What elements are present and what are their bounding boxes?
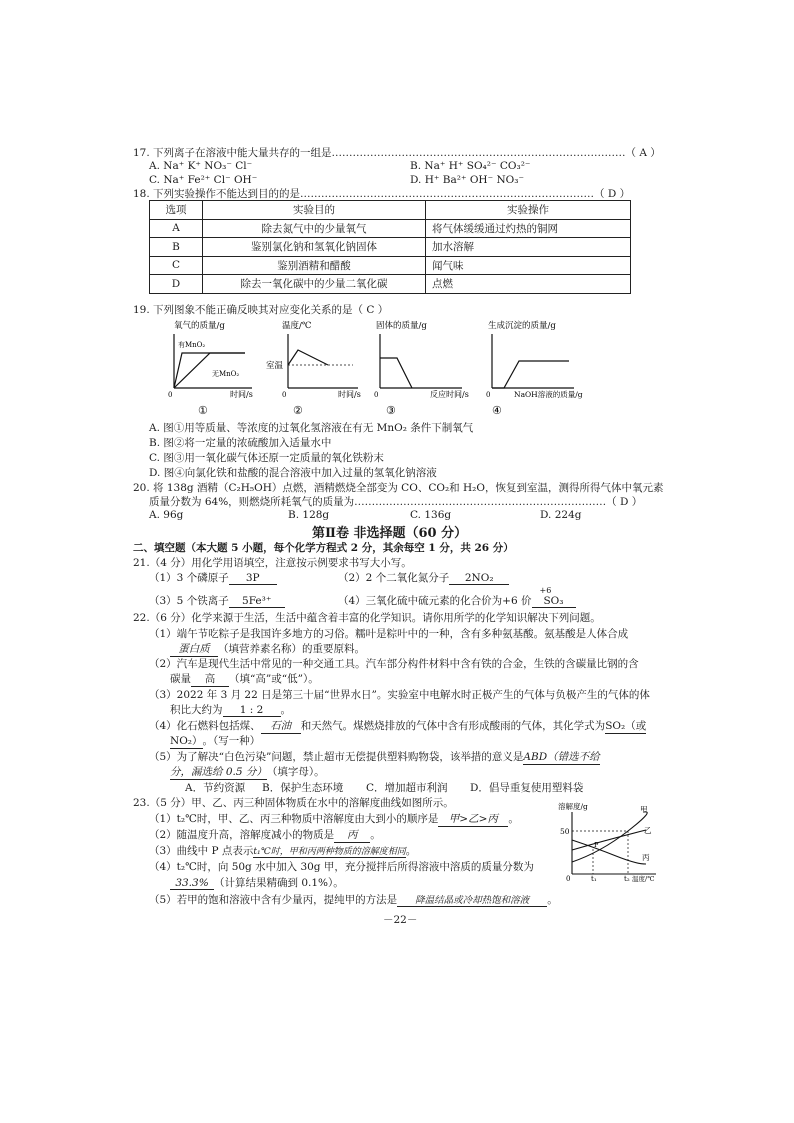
graph-ylabel: 温度/℃ [282,321,312,331]
q17-option-d: D. H⁺ Ba²⁺ OH⁻ NO₃⁻ [410,174,525,186]
q20-option-c: C. 136g [410,509,452,521]
page-number: －22－ [383,914,418,926]
graph-label: 室温 [266,361,284,371]
table-cell: 点燃 [426,275,631,294]
graph-xlabel: NaOH溶液的质量/g [514,390,583,399]
table-row [150,238,631,257]
graph-curve [380,358,412,388]
graph-number: ② [293,404,303,417]
q17-stem: 17. 下列离子在溶液中能大量共存的一组是…………………………………………………………………………（ A ） [133,147,661,159]
table-cell: 加水溶解 [426,238,631,257]
table-header: 实验操作 [426,201,631,220]
answer: 5Fe³⁺ [229,595,285,608]
q22-item-1-line-1: （1）端午节吃粽子是我国许多地方的习俗。糯叶是粽叶中的一种，含有多种氨基酸。氨基酸是人体合成 [149,628,629,640]
q23-item-4-line-1: （4）t₂℃时，向 50g 水中加入 30g 甲，充分搅拌后所得溶液中溶质的质量分数为 [149,861,534,873]
table-row [150,219,631,238]
graph-curve [288,350,328,365]
graph-xlabel: 时间/s [338,390,361,399]
q19-option-b: B. 图②将一定量的浓硫酸加入适量水中 [149,437,332,449]
table-cell: 除去一氧化碳中的少量二氧化碳 [203,275,426,294]
q19-stem: 19. 下列图象不能正确反映其对应变化关系的是（ C ） [133,304,389,316]
graph-series-label: 甲 [640,805,648,814]
q20-option-b: B. 128g [288,509,330,521]
answer: 高 [191,671,229,687]
graph-ylabel: 氧气的质量/g [174,321,225,331]
q18-stem: 18. 下列实验操作不能达到目的的是…………………………………………………………………………（ D ） [133,188,631,200]
q22-item-4-line-2: NO₂）。（写一种） [170,735,261,747]
q20-line-1: 20. 将 138g 酒精（C₂H₅OH）点燃，酒精燃烧全部变为 CO、CO₂和 H₂O，恢复到室温，测得所得气体中氧元素 [133,482,664,494]
graph-curve-yi [572,830,646,850]
table-cell: 将气体缓缓通过灼热的铜网 [426,219,631,238]
graph-curve-bing [572,840,646,864]
answer: 降温结晶或冷却热饱和溶液 [397,892,547,907]
graph-label: 有MnO₂ [178,341,206,349]
answer: ABD（错选不给 [523,751,600,763]
graph-point-label: P [594,841,599,849]
q17-option-c: C. Na⁺ Fe²⁺ Cl⁻ OH⁻ [149,174,258,186]
q22-item-2-line-1: （2）汽车是现代生活中常见的一种交通工具。汽车部分构件材料中含有铁的合金，生铁的含碳量比钢的含 [149,658,639,670]
q22-item-3-line-2: 积比大约为 1 : 2 。 [170,704,291,716]
answer: 1 : 2 [223,704,281,717]
graph-ylabel: 固体的质量/g [376,321,427,331]
graph-number: ① [198,404,208,417]
q19-option-d: D. 图④向氯化铁和盐酸的混合溶液中加入过量的氢氧化钠溶液 [149,467,437,479]
q23-item-1: （1）t₂℃时，甲、乙、丙三种物质中溶解度由大到小的顺序是 甲>乙>丙 。 [149,813,519,825]
q23-item-3: （3）曲线中 P 点表示t₁℃时，甲和丙两种物质的溶解度相同。 [149,845,417,857]
table-row [150,256,631,275]
q22-stem: 22.（6 分）化学来源于生活，生活中蕴含着丰富的化学知识。请你用所学的化学知识解决下列问题。 [133,612,601,624]
answer: 丙 [334,827,370,843]
q18-table [149,200,631,294]
q22-item-2-line-2: 碳量 高 （填“高”或“低”）。 [170,673,319,685]
table-cell: 鉴别氯化钠和氢氧化钠固体 [203,238,426,257]
svg-text:0: 0 [486,391,491,399]
q19-graph-1 [160,318,270,418]
q19-option-c: C. 图③用一氧化碳气体还原一定质量的氧化铁粉末 [149,452,384,464]
q22-item-3-line-1: （3）2022 年 3 月 22 日是第三十届“世界水日”。实验室中电解水时正极产生的气体与负极产生的气体的体 [149,689,650,701]
svg-text:0: 0 [282,391,287,399]
table-header: 实验目的 [203,201,426,220]
q20-option-a: A. 96g [149,509,184,521]
graph-label: 无MnO₂ [212,370,240,378]
graph-origin: 0 [566,875,571,882]
q19-graph-4 [484,318,594,418]
answer: 3P [229,572,277,585]
answer: 甲>乙>丙 [438,811,508,827]
q23-stem: 23.（5 分）甲、乙、丙三种固体物质在水中的溶解度曲线如图所示。 [133,797,454,809]
graph-number: ④ [492,404,502,417]
answer: 33.3% [170,877,214,890]
answer: t₁℃时，甲和丙两种物质的溶解度相同 [253,844,405,858]
answer: +6 SO₃ [532,595,576,608]
table-cell: A [150,219,203,238]
answer: 石油 [261,718,301,734]
table-row [150,275,631,294]
svg-text:0: 0 [374,391,379,399]
graph-curve [492,361,569,388]
graph-series-label: 乙 [644,826,652,835]
table-cell: B [150,238,203,257]
graph-tick: t₂ [624,875,630,882]
q21-item-3: （3）5 个铁离子 5Fe³⁺ [149,593,285,608]
q22-item-5-line-2: 分，漏选给 0.5 分）（填字母）。 [170,766,325,778]
graph-xlabel: 温度/℃ [632,875,655,882]
q23-item-5: （5）若甲的饱和溶液中含有少量丙，提纯甲的方法是 降温结晶或冷却热饱和溶液 。 [149,894,558,906]
q21-item-2: （2）2 个二氧化氮分子 2NO₂ [338,570,509,585]
q23-item-4-line-2: 33.3% （计算结果精确到 0.1%）。 [170,875,344,890]
graph-series-label: 丙 [642,853,650,862]
q22-item-5-line-1: （5）为了解决“白色污染”问题，禁止超市无偿提供塑料购物袋，该举措的意义是ABD（错选不给 [149,751,600,763]
q20-line-2: 质量分数为 64%，则燃烧所耗氧气的质量为………………………………………………………………（ D ） [149,496,643,508]
table-cell: C [150,256,203,275]
q21-item-4: （4）三氧化硫中硫元素的化合价为+6 价 +6 SO₃ [338,593,576,608]
q19-option-a: A. 图①用等质量、等浓度的过氧化氢溶液在有无 MnO₂ 条件下制氧气 [149,422,474,434]
table-cell: 除去氮气中的少量氧气 [203,219,426,238]
graph-ylabel: 溶解度/g [558,802,588,811]
answer: NO₂） [170,735,203,747]
table-cell: D [150,275,203,294]
answer: 2NO₂ [449,572,509,585]
table-header-row [150,201,631,220]
graph-tick: 50 [560,827,570,836]
table-cell: 鉴别酒精和醋酸 [203,256,426,275]
q17-option-b: B. Na⁺ H⁺ SO₄²⁻ CO₃²⁻ [410,160,531,172]
section-2-title: 二、填空题（本大题 5 小题，每个化学方程式 2 分，其余每空 1 分，共 26 分） [133,542,514,554]
q22-option-a: A．节约资源 [185,782,246,794]
graph-xlabel: 反应时间/s [430,390,469,399]
q19-graph-2 [258,318,368,418]
q17-option-a: A. Na⁺ K⁺ NO₃⁻ Cl⁻ [149,160,253,172]
graph-ylabel: 生成沉淀的质量/g [488,321,556,331]
q22-option-d: D．倡导重复使用塑料袋 [470,782,584,794]
q21-item-1: （1）3 个磷原子 3P [149,570,277,585]
q22-item-1-line-2: 蛋白质 （填营养素名称）的重要原料。 [170,641,365,657]
svg-text:0: 0 [168,391,173,399]
graph-xlabel: 时间/s [230,390,253,399]
q23-solubility-graph [556,800,666,882]
q23-item-2: （2）随温度升高，溶解度减小的物质是 丙 。 [149,829,381,841]
graph-tick: t₁ [591,875,597,882]
q22-item-4-line-1: （4）化石燃料包括煤、 石油 和天然气。煤燃烧排放的气体中含有形成酸雨的气体，其化学式为SO₂（或 [149,720,647,732]
part2-title: 第Ⅱ卷 非选择题（60 分） [312,526,468,541]
answer: SO₂（或 [605,720,647,732]
table-cell: 闻气味 [426,256,631,275]
answer: 分，漏选给 0.5 分） [170,766,267,778]
q22-option-b: B．保护生态环境 [262,782,344,794]
table-header: 选项 [150,201,203,220]
q20-option-d: D. 224g [540,509,582,521]
graph-number: ③ [386,404,396,417]
q19-graph-3 [372,318,482,418]
q22-option-c: C．增加超市利润 [366,782,448,794]
graph-curve-jia [572,812,647,862]
q21-stem: 21.（4 分）用化学用语填空，注意按示例要求书写大小写。 [133,557,412,569]
answer: 蛋白质 [170,641,218,657]
